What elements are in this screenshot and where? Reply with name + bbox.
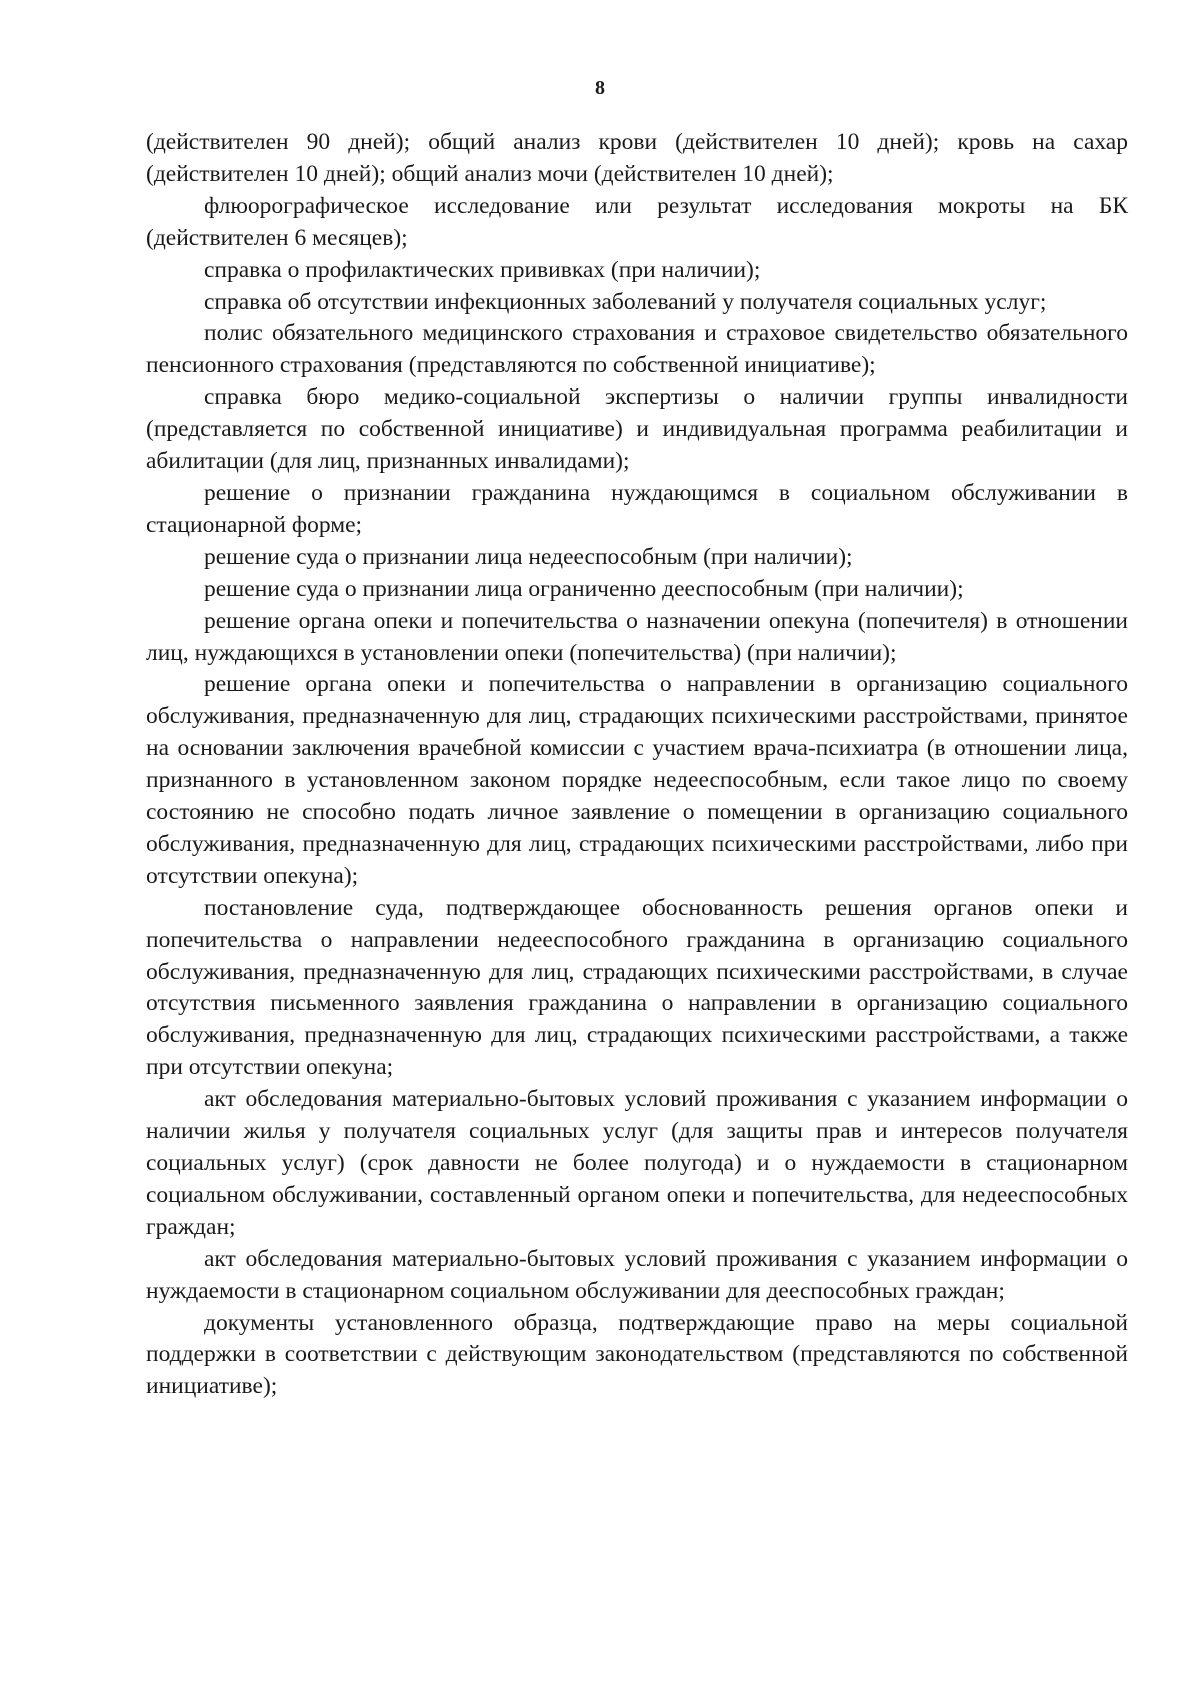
paragraph-blood-tests: (действителен 90 дней); общий анализ крови (действителен 10 дней); кровь на сахар (действителен 10 дней); общий анализ мочи (действителен 10 дней); — [146, 129, 1128, 187]
paragraph-court-resolution: постановление суда, подтверждающее обоснованность решения органов опеки и попечительства о направлении недееспособного гражданина в организацию социального обслуживания, предназначенную для лиц, страдающих психическими расстройствами, в случае отсутствия письменного заявления гражданина о направлении в организацию социального обслуживания, предназначенную для лиц, страдающих психическими расстройствами, а также при отсутствии опекуна; — [146, 894, 1128, 1081]
page-number: 8 — [595, 77, 605, 99]
paragraph-living-conditions-capable: акт обследования материально-бытовых условий проживания с указанием информации о нуждаемости в стационарном социальном обслуживании для дееспособных граждан; — [146, 1245, 1128, 1304]
paragraph-vaccinations: справка о профилактических прививках (при наличии); — [204, 256, 761, 283]
document-body — [146, 127, 1128, 1403]
paragraph-guardian-appointment: решение органа опеки и попечительства о назначении опекуна (попечителя) в отношении лиц, нуждающихся в установлении опеки (попечительства) (при наличии); — [146, 607, 1128, 666]
paragraph-guardianship-referral: решение органа опеки и попечительства о направлении в организацию социального обслуживания, предназначенную для лиц, страдающих психическими расстройствами, принятое на основании заключения врачебной комиссии с участием врача-психиатра (в отношении лица, признанного в установленном законом порядке недееспособным, если такое лицо по своему состоянию не способно подать личное заявление о помещении в организацию социального обслуживания, предназначенную для лиц, страдающих психическими расстройствами, либо при отсутствии опекуна); — [146, 671, 1128, 889]
paragraph-social-support-documents: документы установленного образца, подтверждающие право на меры социальной поддержки в соответствии с действующим законодательством (представляются по собственной инициативе); — [146, 1309, 1128, 1400]
paragraph-fluorography: флюорографическое исследование или результат исследования мокроты на БК (действителен 6 месяцев); — [146, 192, 1128, 251]
paragraph-living-conditions-incapable: акт обследования материально-бытовых условий проживания с указанием информации о наличии жилья у получателя социальных услуг (для защиты прав и интересов получателя социальных услуг) (срок давности не более полугода) и о нуждаемости в стационарном социальном обслуживании, составленный органом опеки и попечительства, для недееспособных граждан; — [146, 1086, 1128, 1240]
paragraph-insurance-policy: полис обязательного медицинского страхования и страховое свидетельство обязательного пенсионного страхования (представляются по собственной инициативе); — [146, 320, 1128, 379]
paragraph-court-incapacity: решение суда о признании лица недееспособным (при наличии); — [204, 543, 853, 570]
paragraph-no-infections: справка об отсутствии инфекционных заболеваний у получателя социальных услуг; — [204, 288, 1047, 315]
paragraph-court-limited-capacity: решение суда о признании лица ограниченно дееспособным (при наличии); — [204, 575, 964, 602]
paragraph-need-decision: решение о признании гражданина нуждающимся в социальном обслуживании в стационарной форме; — [146, 479, 1128, 538]
paragraph-disability-certificate: справка бюро медико-социальной экспертизы о наличии группы инвалидности (представляется по собственной инициативе) и индивидуальная программа реабилитации и абилитации (для лиц, признанных инвалидами); — [146, 384, 1128, 475]
